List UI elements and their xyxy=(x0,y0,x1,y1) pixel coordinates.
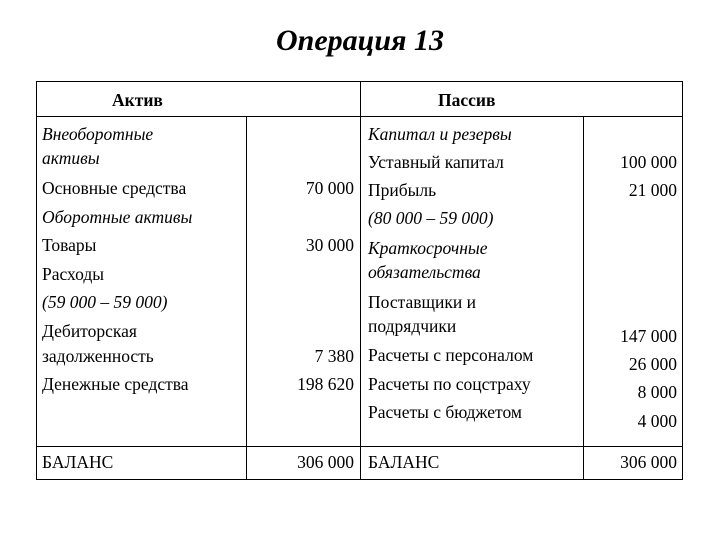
asset-expenses: Расходы xyxy=(42,264,105,284)
liab-personnel: Расчеты с персоналом xyxy=(368,345,534,365)
liab-balance-value: 306 000 xyxy=(620,452,677,472)
asset-fixed-assets: Основные средства xyxy=(42,178,187,198)
page-title: Операция 13 xyxy=(276,24,444,57)
liab-social: Расчеты по соцстраху xyxy=(368,374,531,394)
liability-value-divider xyxy=(583,116,584,480)
liab-capital-reserves: Капитал и резервы xyxy=(368,124,512,144)
asset-balance-label: БАЛАНС xyxy=(42,452,114,472)
asset-cash-value: 198 620 xyxy=(297,374,354,394)
liab-authorized-capital-value: 100 000 xyxy=(620,152,677,172)
liab-suppliers-value: 147 000 xyxy=(620,326,677,346)
liab-profit: Прибыль xyxy=(368,180,437,200)
asset-fixed-assets-value: 70 000 xyxy=(305,178,354,198)
asset-value-divider xyxy=(246,116,247,480)
liab-budget-value: 4 000 xyxy=(637,411,677,431)
liab-social-value: 8 000 xyxy=(637,382,677,402)
liab-balance-label: БАЛАНС xyxy=(368,452,440,472)
asset-balance-value: 306 000 xyxy=(297,452,354,472)
asset-cash: Денежные средства xyxy=(42,374,189,394)
asset-receivables-line2: задолженность xyxy=(42,346,154,366)
asset-goods-value: 30 000 xyxy=(305,235,354,255)
header-liabilities: Пассив xyxy=(438,90,496,110)
center-divider xyxy=(360,81,361,480)
liab-shortterm-line1: Краткосрочные xyxy=(368,238,488,258)
liab-budget: Расчеты с бюджетом xyxy=(368,402,522,422)
asset-noncurrent-line1: Внеоборотные xyxy=(42,124,154,144)
asset-noncurrent-line2: активы xyxy=(42,148,100,168)
asset-receivables-line1: Дебиторская xyxy=(42,321,137,341)
liab-suppliers-line2: подрядчики xyxy=(368,316,457,336)
liab-profit-calc: (80 000 – 59 000) xyxy=(368,208,494,228)
header-assets: Актив xyxy=(112,90,163,110)
liab-suppliers-line1: Поставщики и xyxy=(368,292,476,312)
liab-authorized-capital: Уставный капитал xyxy=(368,152,504,172)
asset-receivables-value: 7 380 xyxy=(314,346,354,366)
asset-goods: Товары xyxy=(42,235,97,255)
liab-shortterm-line2: обязательства xyxy=(368,262,481,282)
asset-current: Оборотные активы xyxy=(42,207,193,227)
asset-expenses-calc: (59 000 – 59 000) xyxy=(42,292,168,312)
liab-profit-value: 21 000 xyxy=(628,180,677,200)
liab-personnel-value: 26 000 xyxy=(628,354,677,374)
